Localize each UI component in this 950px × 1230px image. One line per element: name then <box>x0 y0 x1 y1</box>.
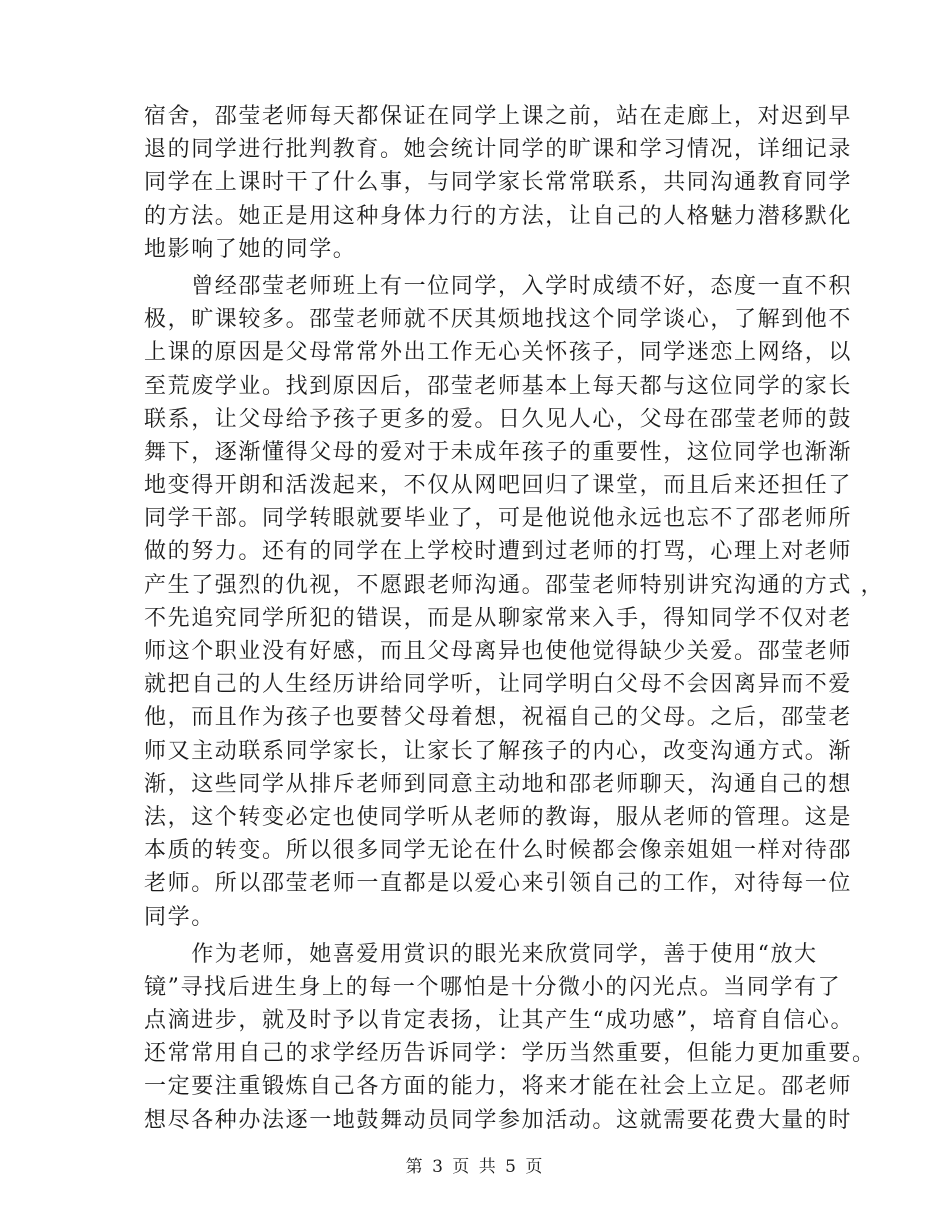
text-line: 还常常用自己的求学经历告诉同学：学历当然重要，但能力更加重要。 <box>144 1041 876 1067</box>
text-line: 想尽各种办法逐一地鼓舞动员同学参加活动。这就需要花费大量的时 <box>144 1107 853 1133</box>
text-line: 宿舍，邵莹老师每天都保证在同学上课之前，站在走廊上，对迟到早 <box>144 104 853 129</box>
text-line: 退的同学进行批判教育。她会统计同学的旷课和学习情况，详细记录 <box>144 137 853 163</box>
text-line: 点滴进步，就及时予以肯定表扬，让其产生“成功感”，培育自信心。 <box>144 1008 855 1034</box>
page-footer: 第 3 页 共 5 页 <box>405 1157 545 1177</box>
text-line: 同学。 <box>144 904 215 930</box>
text-line: 产生了强烈的仇视，不愿跟老师沟通。邵莹老师特别讲究沟通的方式 ， <box>144 572 885 598</box>
text-line: 不先追究同学所犯的错误，而是从聊家常来入手，得知同学不仅对老 <box>144 605 853 631</box>
text-line: 作为老师，她喜爱用赏识的眼光来欣赏同学，善于使用“放大 <box>144 941 818 967</box>
paragraph <box>144 270 885 934</box>
text-line: 就把自己的人生经历讲给同学听，让同学明白父母不会因离异而不爱 <box>144 672 853 698</box>
text-line: 地变得开朗和活泼起来，不仅从网吧回归了课堂，而且后来还担任了 <box>144 473 853 499</box>
text-line: 镜”寻找后进生身上的每一个哪怕是十分微小的闪光点。当同学有了 <box>144 974 842 1000</box>
text-line: 法，这个转变必定也使同学听从老师的教诲，服从老师的管理。这是 <box>144 804 853 830</box>
text-line: 他，而且作为孩子也要替父母着想，祝福自己的父母。之后，邵莹老 <box>144 705 853 731</box>
paragraph <box>144 938 876 1137</box>
text-line: 本质的转变。所以很多同学无论在什么时候都会像亲姐姐一样对待邵 <box>144 838 853 864</box>
text-line: 老师。所以邵莹老师一直都是以爱心来引领自己的工作，对待每一位 <box>144 871 853 897</box>
text-line: 上课的原因是父母常常外出工作无心关怀孩子，同学迷恋上网络，以 <box>144 340 853 366</box>
text-line: 的方法。她正是用这种身体力行的方法，让自己的人格魅力潜移默化 <box>144 203 853 229</box>
text-line: 师这个职业没有好感，而且父母离异也使他觉得缺少关爱。邵莹老师 <box>144 639 853 664</box>
text-line: 渐，这些同学从排斥老师到同意主动地和邵老师聊天，沟通自己的想 <box>144 771 853 797</box>
text-line: 极，旷课较多。邵莹老师就不厌其烦地找这个同学谈心，了解到他不 <box>144 307 853 333</box>
text-line: 一定要注重锻炼自己各方面的能力，将来才能在社会上立足。邵老师 <box>144 1074 853 1100</box>
document-body <box>144 100 885 1137</box>
text-line: 地影响了她的同学。 <box>144 236 357 262</box>
text-line: 联系，让父母给予孩子更多的爱。日久见人心，父母在邵莹老师的鼓 <box>144 406 853 432</box>
text-line: 做的努力。还有的同学在上学校时遭到过老师的打骂，心理上对老师 <box>144 539 853 565</box>
text-line: 曾经邵莹老师班上有一位同学，入学时成绩不好，态度一直不积 <box>144 273 853 299</box>
text-line: 至荒废学业。找到原因后，邵莹老师基本上每天都与这位同学的家长 <box>144 373 853 399</box>
text-line: 同学在上课时干了什么事，与同学家长常常联系，共同沟通教育同学 <box>144 170 853 196</box>
text-line: 师又主动联系同学家长，让家长了解孩子的内心，改变沟通方式。渐 <box>144 738 853 764</box>
text-line: 舞下，逐渐懂得父母的爱对于未成年孩子的重要性，这位同学也渐渐 <box>144 439 853 465</box>
text-line: 同学干部。同学转眼就要毕业了，可是他说他永远也忘不了邵老师所 <box>144 506 853 532</box>
paragraph <box>144 100 853 266</box>
